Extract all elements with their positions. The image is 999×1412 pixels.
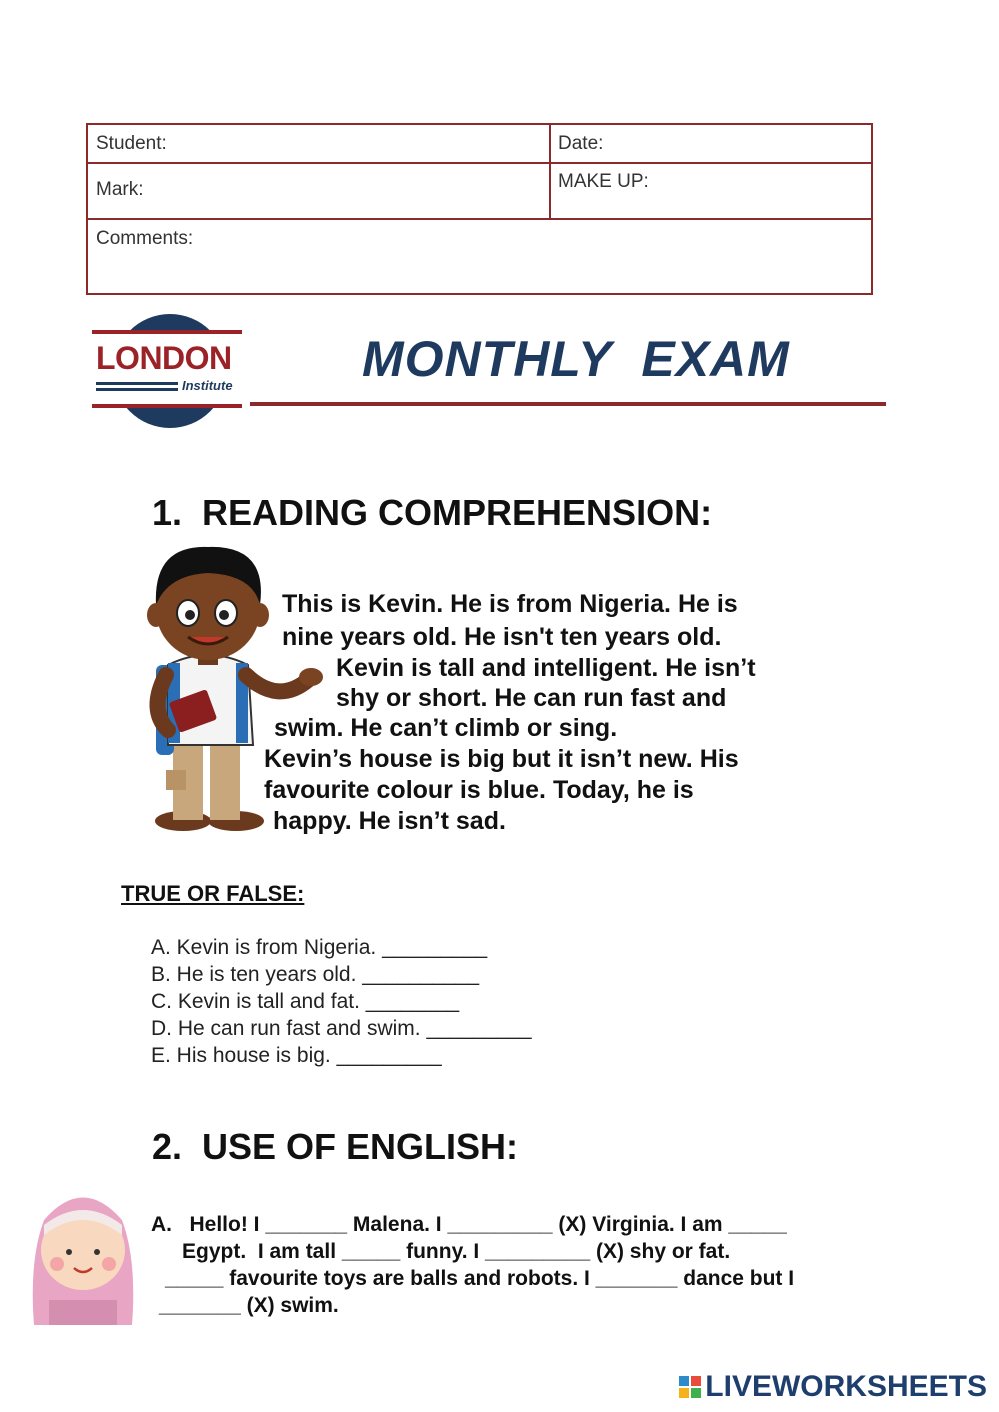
tf-item-d[interactable]: D. He can run fast and swim. _________ (151, 1017, 532, 1040)
liveworksheets-text: LIVEWORKSHEETS (705, 1370, 987, 1403)
passage-line: nine years old. He isn't ten years old. (282, 623, 722, 651)
comments-field[interactable] (88, 220, 201, 258)
exercise-line[interactable]: _____ favourite toys are balls and robots. I _______ dance but I (165, 1267, 795, 1290)
section2-heading: 2. USE OF ENGLISH: (152, 1126, 519, 1167)
passage-line: swim. He can’t climb or sing. (274, 714, 618, 742)
exam-title: MONTHLY EXAM (362, 331, 790, 387)
date-field[interactable] (550, 125, 611, 163)
passage-line: shy or short. He can run fast and (336, 684, 727, 712)
passage-line: Kevin’s house is big but it isn’t new. His (264, 745, 739, 773)
title-rule (250, 402, 886, 406)
exercise-line[interactable]: _______ (X) swim. (159, 1294, 339, 1317)
mark-label: Mark: (96, 179, 144, 200)
mark-field[interactable] (88, 171, 152, 209)
makeup-label: MAKE UP: (558, 171, 649, 192)
liveworksheets-icon (679, 1376, 701, 1398)
exercise-line[interactable]: A. Hello! I _______ Malena. I _________ (X) Virginia. I am _____ (151, 1213, 787, 1236)
logo-sub: Institute (182, 378, 233, 393)
tf-item-e[interactable]: E. His house is big. _________ (151, 1044, 442, 1067)
passage-line: favourite colour is blue. Today, he is (264, 776, 694, 804)
logo-name: LONDON (96, 340, 232, 376)
london-institute-logo (92, 312, 244, 430)
date-label: Date: (558, 133, 604, 154)
student-field[interactable] (88, 125, 175, 163)
passage-line: happy. He isn’t sad. (273, 807, 506, 835)
makeup-field[interactable] (550, 163, 657, 201)
passage-line: This is Kevin. He is from Nigeria. He is (282, 590, 738, 618)
table-divider-row2 (88, 218, 871, 220)
student-label: Student: (96, 133, 167, 154)
tf-item-a[interactable]: A. Kevin is from Nigeria. _________ (151, 936, 488, 959)
comments-label: Comments: (96, 228, 194, 249)
header-table (86, 123, 873, 295)
girl-illustration (24, 1180, 142, 1325)
liveworksheets-watermark (679, 1370, 987, 1404)
true-false-heading: TRUE OR FALSE: (121, 881, 305, 906)
tf-item-b[interactable]: B. He is ten years old. __________ (151, 963, 480, 986)
passage-line: Kevin is tall and intelligent. He isn’t (336, 654, 756, 682)
section1-heading: 1. READING COMPREHENSION: (152, 492, 713, 533)
table-divider-row1 (88, 162, 871, 164)
exercise-line[interactable]: Egypt. I am tall _____ funny. I _________ (X) shy or fat. (182, 1240, 731, 1263)
tf-item-c[interactable]: C. Kevin is tall and fat. ________ (151, 990, 460, 1013)
